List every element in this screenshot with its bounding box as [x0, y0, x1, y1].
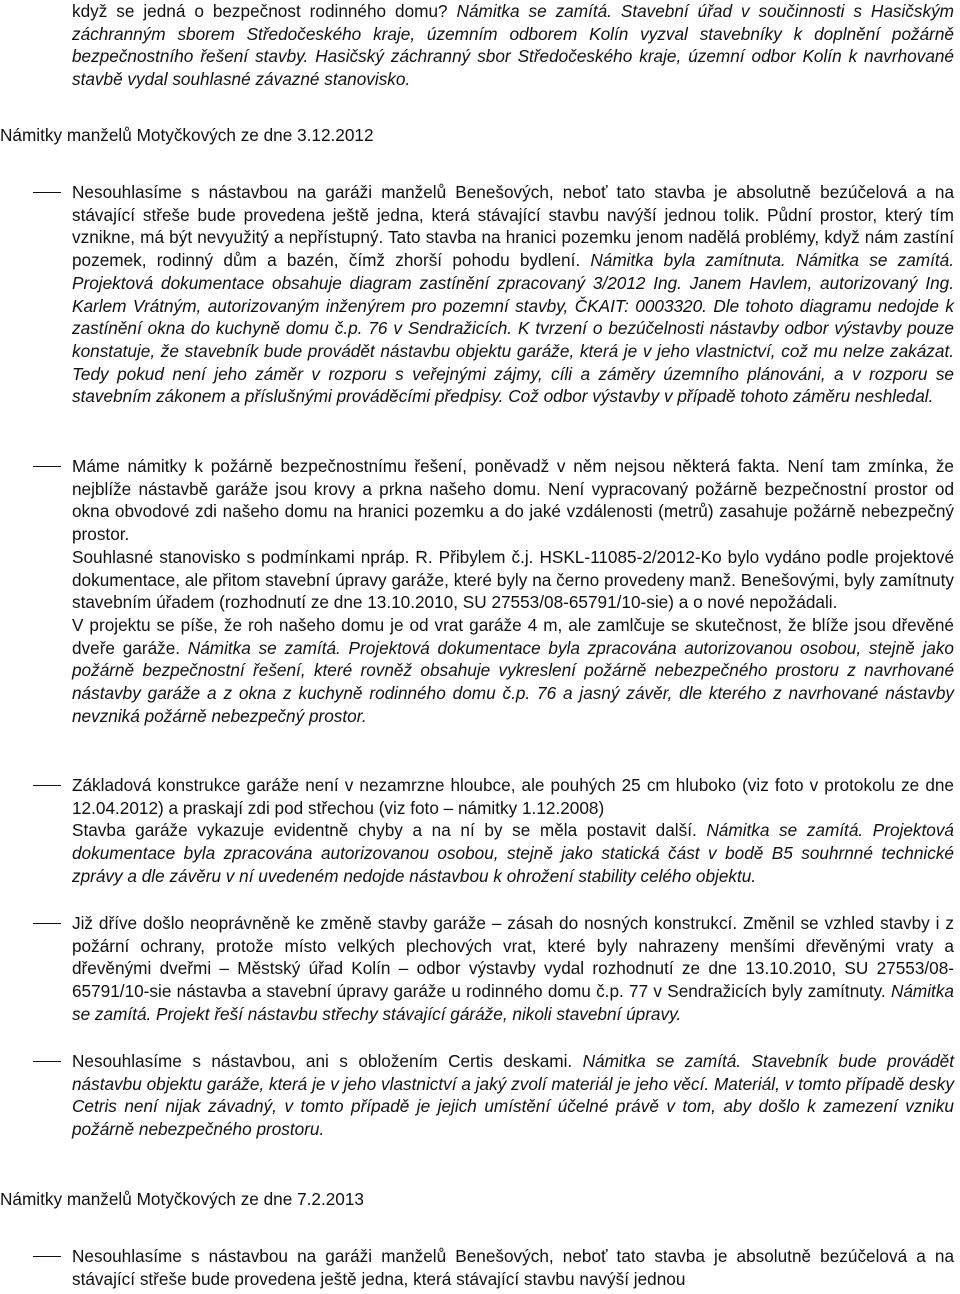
intro-decision: Námitka se zamítá. Stavební úřad v součinnosti s Hasičským záchranným sborem Středočeského kraje, územním odborem Kolín vyzval stavebníky k doplnění požárně bezpečnostního řešení stavby. Hasičský záchranný sbor Středočeského kraje, územní odbor Kolín k navrhované stavbě vydal souhlasné závazné stanovisko. — [72, 1, 954, 90]
dash-bullet — [33, 923, 61, 924]
objection-text — [72, 181, 954, 408]
objection-decision: Námitka byla zamítnuta. Námitka se zamítá. Projektová dokumentace obsahuje diagram zastínění zpracovaný 3/2012 Ing. Janem Havlem, autorizovaný Ing. Karlem Vrátným, autorizovaným inženýrem pro pozemní stavby, ČKAIT: 0003320. Dle tohoto diagramu nedojde k zastínění okna do kuchyně domu č.p. 76 v Sendražicích. K tvrzení o bezúčelnosti nástavby odbor výstavby pouze konstatuje, že stavebník bude provádět nástavbu objektu garáže, která je v jeho vlastnictví, což mu nelze zakázat. Tedy pokud není jeho záměr v rozporu s veřejnými zájmy, cíli a záměry územního plánováni, a v rozporu se stavebním zákonem a příslušnými prováděcími předpisy. Což odbor výstavby v případě tohoto záměru neshledal. — [72, 250, 954, 407]
objection-decision: Námitka se zamítá. Projektová dokumentace byla zpracována autorizovanou osobou, stejně jako požárně bezpečnostní řešení, které rovněž obsahuje vykreslení požárně nebezpečného prostoru z navrhované nástavby garáže a z okna z kuchyně rodinného domu č.p. 76 a jasný závěr, dle kterého z navrhované nástavby nevzniká požárně nebezpečný prostor. — [72, 637, 954, 726]
objection-text — [72, 1050, 954, 1141]
objection-statement: V projektu se píše, že roh našeho domu je od vrat garáže 4 m, ale zamlčuje se skutečnost, že blíže jsou dřevěné dveře garáže. — [72, 614, 954, 658]
objection-decision: Námitka se zamítá. Projekt řeší nástavbu střechy stávající gáráže, nikoli stavební úpravy. — [72, 981, 954, 1024]
objection-text — [72, 774, 954, 888]
objection-paragraph: Souhlasné stanovisko s podmínkami npráp. R. Přibylem č.j. HSKL-11085-2/2012-Ko bylo vydáno podle projektové dokumentace, ale přitom stavební úpravy garáže, které byly na černo provedeny manž. Benešovými, byly zamítnuty stavebním úřadem (rozhodnutí ze dne 13.10.2010, SU 27553/08-65791/10-sie) a o nové nepožádali. — [72, 546, 954, 613]
section-heading-1: Námitky manželů Motyčkových ze dne 3.12.2012 — [0, 125, 374, 145]
objection-statement: Nesouhlasíme s nástavbou, ani s obložením Certis deskami. — [72, 1051, 583, 1071]
dash-bullet — [33, 466, 61, 467]
objection-paragraph: Základová konstrukce garáže není v nezamrzne hloubce, ale pouhých 25 cm hluboko (viz foto v protokolu ze dne 12.04.2012) a praskají zdi pod střechou (viz foto – námitky 1.12.2008) — [72, 775, 954, 818]
dash-bullet — [33, 1256, 61, 1257]
section-heading-2: Námitky manželů Motyčkových ze dne 7.2.2013 — [0, 1189, 364, 1209]
objection-text — [72, 1245, 954, 1290]
objection-statement: Nesouhlasíme s nástavbou na garáži manželů Benešových, neboť tato stavba je absolutně bezúčelová a na stávající střeše bude provedena ještě jedna, která stávající stavbu navýší jednou tolik. Půdní prostor, který tím vznikne, má být nevyužitý a nepřístupný. Tato stavba na hranici pozemku jenom nadělá problémy, když nám zastíní pozemek, rodinný dům a bazén, čímž zhorší pohodu bydlení. — [72, 182, 954, 271]
intro-text: když se jedná o bezpečnost rodinného domu? — [72, 1, 457, 21]
intro-paragraph — [72, 0, 954, 91]
objection-paragraph: Máme námitky k požárně bezpečnostnímu řešení, poněvadž v něm nejsou některá fakta. Není tam zmínka, že nejblíže nástavbě garáže jsou krovy a prkna našeho domu. Není vypracovaný požárně bezpečnostní prostor od okna obvodové zdi našeho domu na hranici pozemku a do jaké vzdálenosti (metrů) zasahuje požárně nebezpečný prostor. — [72, 456, 954, 545]
objection-decision: Námitka se zamítá. Stavebník bude provádět nástavbu objektu garáže, která je v jeho vlastnictví a jaký zvolí materiál je jeho věcí. Materiál, v tomto případě desky Cetris není nijak závadný, v tomto případě je jejich umístění účelné právě v tom, aby došlo k zamezení vzniku požárně nebezpečného prostoru. — [72, 1051, 954, 1140]
dash-bullet — [33, 1061, 61, 1062]
objection-text — [72, 455, 954, 727]
objection-statement: Stavba garáže vykazuje evidentně chyby a na ní by se měla postavit další. — [72, 820, 707, 841]
objection-statement: Nesouhlasíme s nástavbou na garáži manželů Benešových, neboť tato stavba je absolutně bezúčelová a na stávající střeše bude provedena ještě jedna, která stávající stavbu navýší jednou — [72, 1246, 954, 1289]
dash-bullet — [33, 785, 61, 786]
objection-decision: Námitka se zamítá. Projektová dokumentace byla zpracována autorizovanou osobou, stejně jako statická část v bodě B5 souhrnné technické zprávy a dle závěru v ní uvedeném nedojde nástavbou k ohrožení stability celého objektu. — [72, 820, 954, 886]
objection-text — [72, 912, 954, 1026]
objection-statement: Již dříve došlo neoprávněně ke změně stavby garáže – zásah do nosných konstrukcí. Změnil se vzhled stavby i z požární ochrany, protože místo velkých plechových vrat, které byly nahrazeny menšími dřevěnými vraty a dřevěnými dveřmi – Městský úřad Kolín – odbor výstavby vydal rozhodnutí ze dne 13.10.2010, SU 27553/08-65791/10-sie nástavba a stavební úpravy garáže u rodinného domu č.p. 77 v Sendražicích byly zamítnuty. — [72, 913, 954, 1002]
dash-bullet — [33, 192, 61, 193]
